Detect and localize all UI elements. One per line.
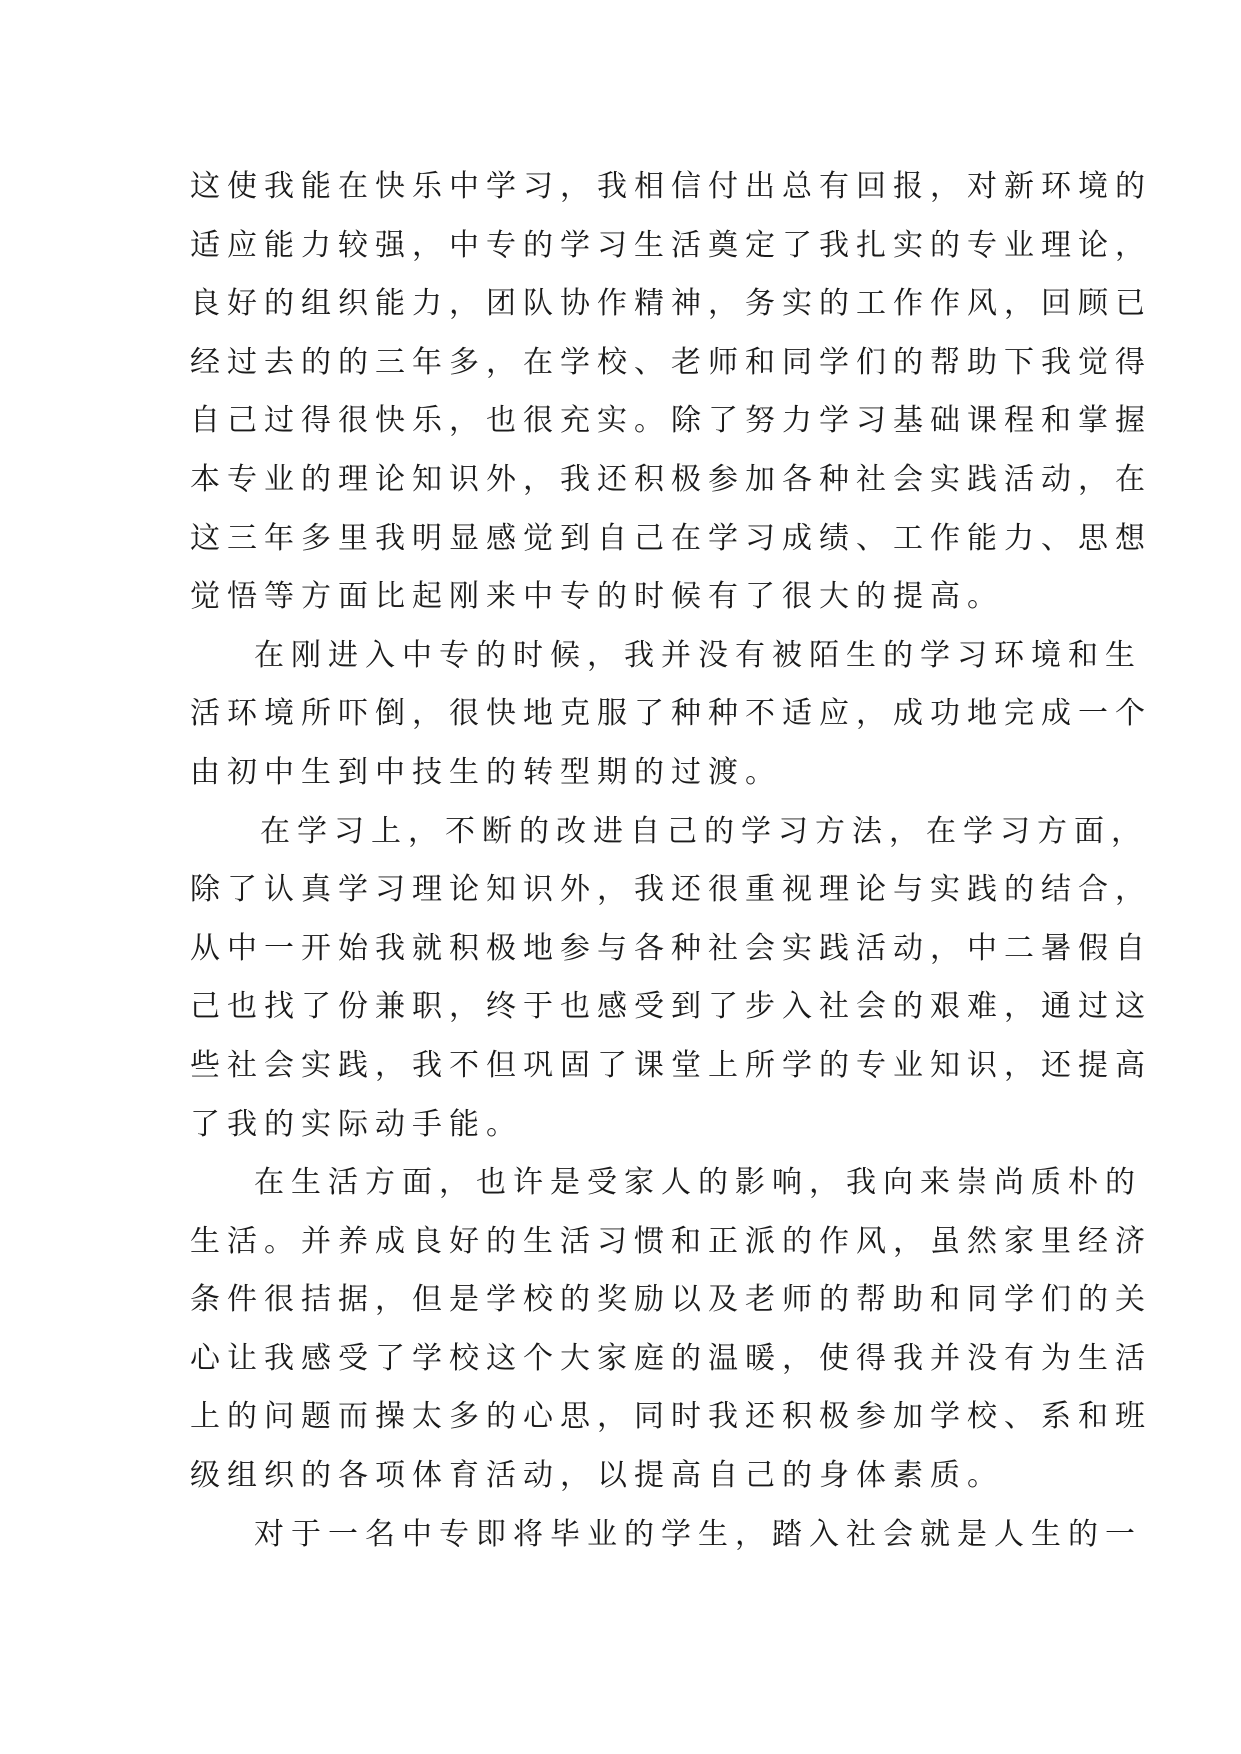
text-line: 了我的实际动手能。 [190,1106,523,1142]
paragraph-start-line: 在生活方面，也许是受家人的影响，我向来崇尚质朴的 [254,1165,1142,1201]
text-line: 上的问题而操太多的心思，同时我还积极参加学校、系和班 [190,1399,1152,1435]
text-line: 适应能力较强，中专的学习生活奠定了我扎实的专业理论， [190,227,1152,263]
text-line: 本专业的理论知识外，我还积极参加各种社会实践活动，在 [190,461,1152,497]
text-line: 自己过得很快乐，也很充实。除了努力学习基础课程和掌握 [190,403,1152,439]
text-line: 除了认真学习理论知识外，我还很重视理论与实践的结合， [190,872,1152,908]
text-line: 觉悟等方面比起刚来中专的时候有了很大的提高。 [190,579,1004,615]
text-line: 心让我感受了学校这个大家庭的温暖，使得我并没有为生活 [190,1340,1152,1376]
text-line: 活环境所吓倒，很快地克服了种种不适应，成功地完成一个 [190,696,1152,732]
body-text [190,158,1152,1564]
text-line: 由初中生到中技生的转型期的过渡。 [190,754,782,790]
text-line: 良好的组织能力，团队协作精神，务实的工作作风，回顾已 [190,286,1152,322]
text-line: 这三年多里我明显感觉到自己在学习成绩、工作能力、思想 [190,520,1152,556]
paragraph-start-line: 在学习上，不断的改进自己的学习方法，在学习方面， [260,813,1148,849]
text-line: 从中一开始我就积极地参与各种社会实践活动，中二暑假自 [190,930,1152,966]
text-line: 己也找了份兼职，终于也感受到了步入社会的艰难，通过这 [190,989,1152,1025]
text-line: 这使我能在快乐中学习，我相信付出总有回报，对新环境的 [190,169,1152,204]
text-line: 级组织的各项体育活动，以提高自己的身体素质。 [190,1458,1004,1494]
paragraph-start-line: 对于一名中专即将毕业的学生，踏入社会就是人生的一 [254,1516,1142,1552]
text-line: 些社会实践，我不但巩固了课堂上所学的专业知识，还提高 [190,1047,1152,1083]
text-line: 生活。并养成良好的生活习惯和正派的作风，虽然家里经济 [190,1223,1152,1259]
text-line: 经过去的的三年多，在学校、老师和同学们的帮助下我觉得 [190,344,1152,380]
text-line: 条件很拮据，但是学校的奖励以及老师的帮助和同学们的关 [190,1282,1152,1318]
paragraph-start-line: 在刚进入中专的时候，我并没有被陌生的学习环境和生 [254,637,1142,673]
